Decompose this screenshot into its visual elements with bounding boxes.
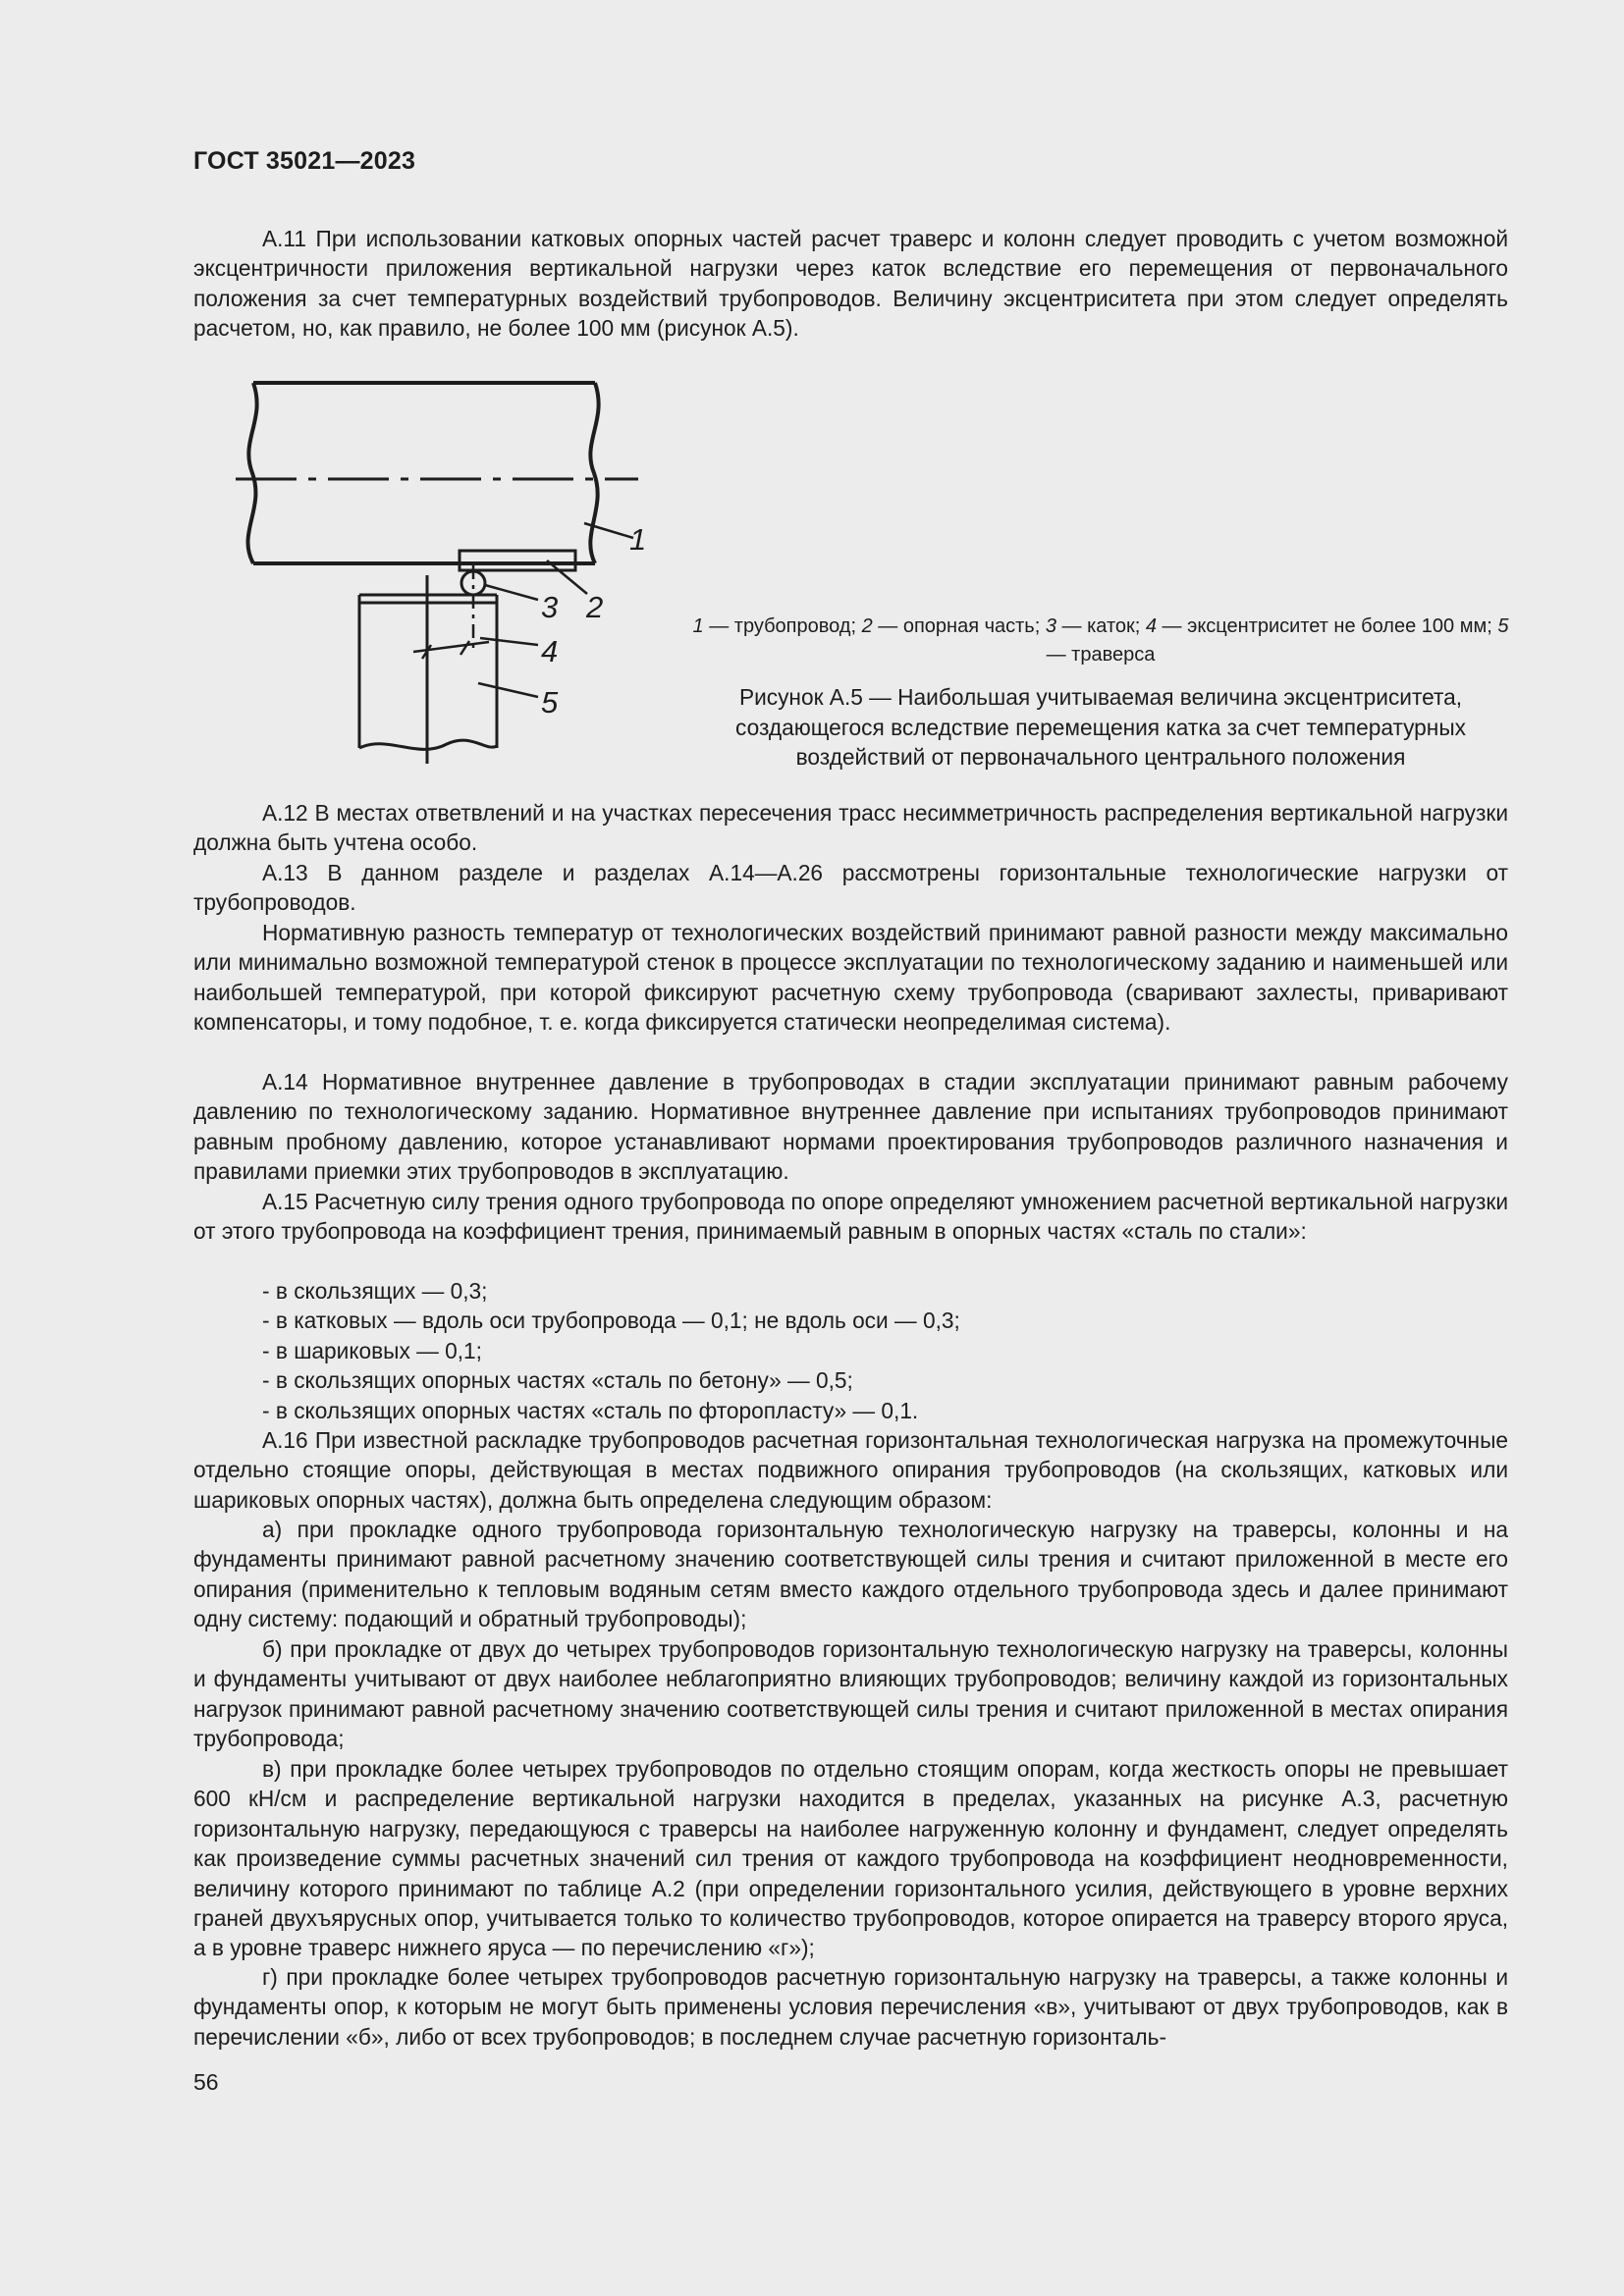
paragraph-item-a: а) при прокладке одного трубопровода горизонтальную технологическую нагрузку на траверсы, колонны и на фундаменты принимают равной расчетному значению соответствующей силы трения и считают приложенной в месте его опирания (применительно к тепловым водяным сетям вместо каждого отдельного трубопровода здесь и далее принимают одну систему: подающий и обратный трубопроводы); xyxy=(193,1517,1508,1632)
legend-num-2: 2 xyxy=(861,615,873,637)
legend-text-3: — каток; xyxy=(1056,615,1146,637)
document-header: ГОСТ 35021—2023 xyxy=(193,147,416,175)
label-3: 3 xyxy=(541,590,559,624)
label-4: 4 xyxy=(541,634,559,668)
list-item: - в скользящих опорных частях «сталь по бетону» — 0,5; xyxy=(262,1367,853,1393)
legend-num-5: 5 xyxy=(1497,615,1509,637)
figure-caption: Рисунок А.5 — Наибольшая учитываемая величина эксцентриситета, создающегося вследствие перемещения катка за счет температурных воздействий от первоначального центрального положения xyxy=(735,684,1466,770)
list-item: - в катковых — вдоль оси трубопровода — 0,1; не вдоль оси — 0,3; xyxy=(262,1308,960,1333)
paragraph-a15: А.15 Расчетную силу трения одного трубопровода по опоре определяют умножением расчетной вертикальной нагрузки от этого трубопровода на коэффициент трения, принимаемый равным в опорных частях «сталь по стали»: xyxy=(193,1189,1508,1245)
paragraph-a12: А.12 В местах ответвлений и на участках пересечения трасс несимметричность распределения вертикальной нагрузки должна быть учтена особо. xyxy=(193,800,1508,856)
legend-num-4: 4 xyxy=(1145,615,1157,637)
list-item: - в шариковых — 0,1; xyxy=(262,1338,482,1363)
legend-text-2: — опорная часть; xyxy=(872,615,1046,637)
legend-text-5: — траверса xyxy=(1046,644,1156,666)
support-part xyxy=(460,551,575,570)
paragraph-a13: А.13 В данном разделе и разделах А.14—А.26 рассмотрены горизонтальные технологические нагрузки от трубопроводов. xyxy=(193,860,1508,916)
paragraph-a16: А.16 При известной раскладке трубопроводов расчетная горизонтальная технологическая нагрузка на промежуточные отдельно стоящие опоры, действующая в местах подвижного опирания трубопроводов (на скользящих, катковых или шариковых опорных частях), должна быть определена следующим образом: xyxy=(193,1427,1508,1513)
list-item: - в скользящих опорных частях «сталь по фторопласту» — 0,1. xyxy=(262,1398,919,1423)
label-1: 1 xyxy=(629,522,647,557)
list-item: - в скользящих — 0,3; xyxy=(262,1278,488,1304)
pipe-outline xyxy=(247,383,598,563)
legend-num-3: 3 xyxy=(1045,615,1056,637)
figure-a5-drawing xyxy=(221,371,663,774)
legend-num-1: 1 xyxy=(692,615,704,637)
figure-legend xyxy=(687,613,1514,669)
paragraph-item-v: в) при прокладке более четырех трубопроводов по отдельно стоящим опорам, когда жесткость опоры не превышает 600 кН/см и распределение вертикальной нагрузки находится в пределах, указанных на рисунке А.3, расчетную горизонтальную нагрузку, передающуюся с траверсы на наиболее нагруженную колонну и фундамент, следует определять как произведение суммы расчетных значений сил трения от каждого трубопровода на коэффициент неодновременности, величину которого принимают по таблице А.2 (при определении горизонтального усилия, действующего в уровне верхних граней двухъярусных опор, учитывается только то количество трубопроводов, которое опирается на траверсу второго яруса, а в уровне траверс нижнего яруса — по перечислению «г»); xyxy=(193,1756,1508,1961)
label-2: 2 xyxy=(586,590,604,624)
pipe-support-diagram xyxy=(221,371,663,774)
paragraph-norm-temp: Нормативную разность температур от технологических воздействий принимают равной разности между максимально или минимально возможной температурой стенок в процессе эксплуатации по технологическому заданию и наименьшей или наибольшей температурой, при которой фиксируют расчетную схему трубопровода (сваривают захлесты, приваривают компенсаторы, и тому подобное, т. е. когда фиксируется статически неопределимая система). xyxy=(193,920,1508,1036)
paragraph-a11: А.11 При использовании катковых опорных частей расчет траверс и колонн следует проводить с учетом возможной эксцентричности приложения вертикальной нагрузки через каток вследствие его перемещения от первоначального положения за счет температурных воздействий трубопроводов. Величину эксцентриситета при этом следует определять расчетом, но, как правило, не более 100 мм (рисунок А.5). xyxy=(193,226,1508,342)
legend-text-4: — эксцентриситет не более 100 мм; xyxy=(1157,615,1498,637)
paragraph-item-b: б) при прокладке от двух до четырех трубопроводов горизонтальную технологическую нагрузку на траверсы, колонны и фундаменты учитывают от двух наиболее неблагоприятно влияющих трубопроводов; величину каждой из горизонтальных нагрузок принимают равной расчетному значению соответствующей силы трения и считают приложенной в местах опирания трубопровода; xyxy=(193,1636,1508,1752)
paragraph-a14: А.14 Нормативное внутреннее давление в трубопроводах в стадии эксплуатации принимают равным рабочему давлению по технологическому заданию. Нормативное внутреннее давление при испытаниях трубопроводов принимают равным пробному давлению, которое устанавливают нормами проектирования трубопроводов различного назначения и правилами приемки этих трубопроводов в эксплуатацию. xyxy=(193,1069,1508,1185)
legend-text-1: — трубопровод; xyxy=(703,615,862,637)
page-number: 56 xyxy=(193,2069,219,2095)
eccentricity-dimension xyxy=(413,641,489,659)
paragraph-item-g: г) при прокладке более четырех трубопроводов расчетную горизонтальную нагрузку на траверсы, а также колонны и фундаменты опор, к которым не могут быть применены условия перечисления «в», учитывают от двух трубопроводов, как в перечислении «б», либо от всех трубопроводов; в последнем случае расчетную горизонталь- xyxy=(193,1964,1508,2050)
label-5: 5 xyxy=(541,685,559,720)
